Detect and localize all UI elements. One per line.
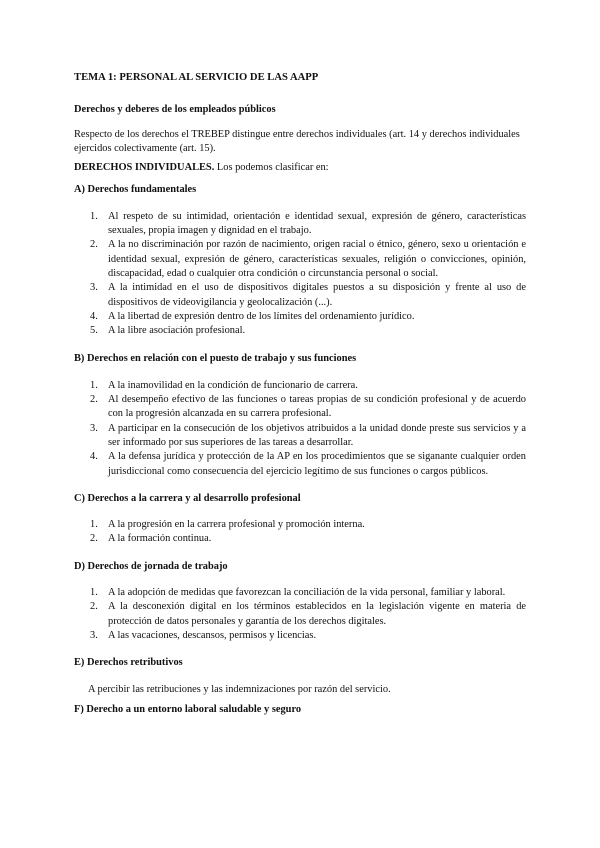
list-number: 3.: [90, 282, 98, 294]
list-item: 3. A las vacaciones, descansos, permisos y licencias.: [74, 629, 526, 643]
list-item: 1. A la progresión en la carrera profesional y promoción interna.: [74, 518, 526, 532]
list-number: 3.: [90, 629, 98, 641]
list-item: 2. A la desconexión digital en los términos establecidos en la legislación vigente en materia de protección de datos personales y garantía de los derechos digitales.: [90, 601, 526, 627]
list-number: 4.: [90, 310, 98, 322]
list-number: 5.: [90, 325, 98, 337]
section-d-heading: D) Derechos de jornada de trabajo: [74, 560, 228, 572]
list-item: 1. Al respeto de su intimidad, orientación e identidad sexual, expresión de género, características sexuales, propia imagen y dignidad en el trabajo.: [90, 210, 526, 237]
list-item: 2. Al desempeño efectivo de las funciones o tareas propias de su condición profesional y de acuerdo con la progresión alcanzada en su carrera profesional.: [90, 394, 526, 420]
list-item: 3. A participar en la consecución de los objetivos atribuidos a la unidad donde preste sus servicios y a ser informado por sus superiores de las tareas a desarrollar.: [90, 422, 526, 448]
document-subtitle: Derechos y deberes de los empleados públicos: [74, 104, 276, 116]
list-number: 2.: [90, 239, 98, 251]
list-number: 3.: [90, 422, 98, 434]
list-item: 3. A la intimidad en el uso de dispositivos digitales puestos a su disposición y frente al uso de dispositivos de videovigilancia y geolocalización (...).: [90, 282, 526, 308]
individual-rights-line: [74, 161, 526, 175]
list-number: 1.: [90, 379, 98, 391]
intro-paragraph: Respecto de los derechos el TREBEP distingue entre derechos individuales (art. 14 y derechos individuales ejercidos colectivamente (art. 15).: [74, 128, 520, 154]
document-title: TEMA 1: PERSONAL AL SERVICIO DE LAS AAPP: [74, 72, 319, 83]
section-c-heading: C) Derechos a la carrera y al desarrollo profesional: [74, 492, 301, 504]
individual-rights-text: Los podemos clasificar en:: [214, 162, 329, 174]
section-d-list: [74, 586, 526, 643]
list-number: 1.: [90, 519, 98, 531]
section-b-heading: B) Derechos en relación con el puesto de trabajo y sus funciones: [74, 353, 357, 365]
section-f-heading: F) Derecho a un entorno laboral saludable y seguro: [74, 703, 302, 715]
list-number: 2.: [90, 394, 98, 406]
list-item: 5. A la libre asociación profesional.: [74, 324, 526, 338]
list-item: 4. A la libertad de expresión dentro de los límites del ordenamiento jurídico.: [74, 310, 526, 324]
list-number: 2.: [90, 533, 98, 545]
list-item: 1. A la inamovilidad en la condición de funcionario de carrera.: [74, 379, 526, 393]
list-item: 2. A la formación continua.: [74, 532, 526, 546]
list-item: 2. A la no discriminación por razón de nacimiento, origen racial o étnico, género, sexo u orientación e identidad sexual, expresión de género, características sexuales, religión o convicciones, opinión, discapacidad, edad o cualquier otra condición o circunstancia personal o social.: [90, 239, 526, 279]
list-number: 1.: [90, 210, 98, 222]
section-e-text: A percibir las retribuciones y las indemnizaciones por razón del servicio.: [88, 683, 391, 695]
section-a-list: [74, 210, 526, 339]
section-c-list: [74, 518, 526, 547]
section-b-list: [74, 379, 526, 479]
section-e-heading: E) Derechos retributivos: [74, 657, 183, 669]
list-number: 1.: [90, 587, 98, 599]
list-number: 2.: [90, 601, 98, 613]
section-a-heading: A) Derechos fundamentales: [74, 184, 197, 196]
list-number: 4.: [90, 451, 98, 463]
individual-rights-heading: DERECHOS INDIVIDUALES.: [74, 162, 215, 174]
list-item: 4. A la defensa jurídica y protección de la AP en los procedimientos que se siganante cualquier orden jurisdiccional como consecuencia del ejercicio legítimo de sus funciones o cargos públicos.: [90, 451, 526, 477]
list-item: 1. A la adopción de medidas que favorezcan la conciliación de la vida personal, familiar y laboral.: [74, 586, 526, 600]
